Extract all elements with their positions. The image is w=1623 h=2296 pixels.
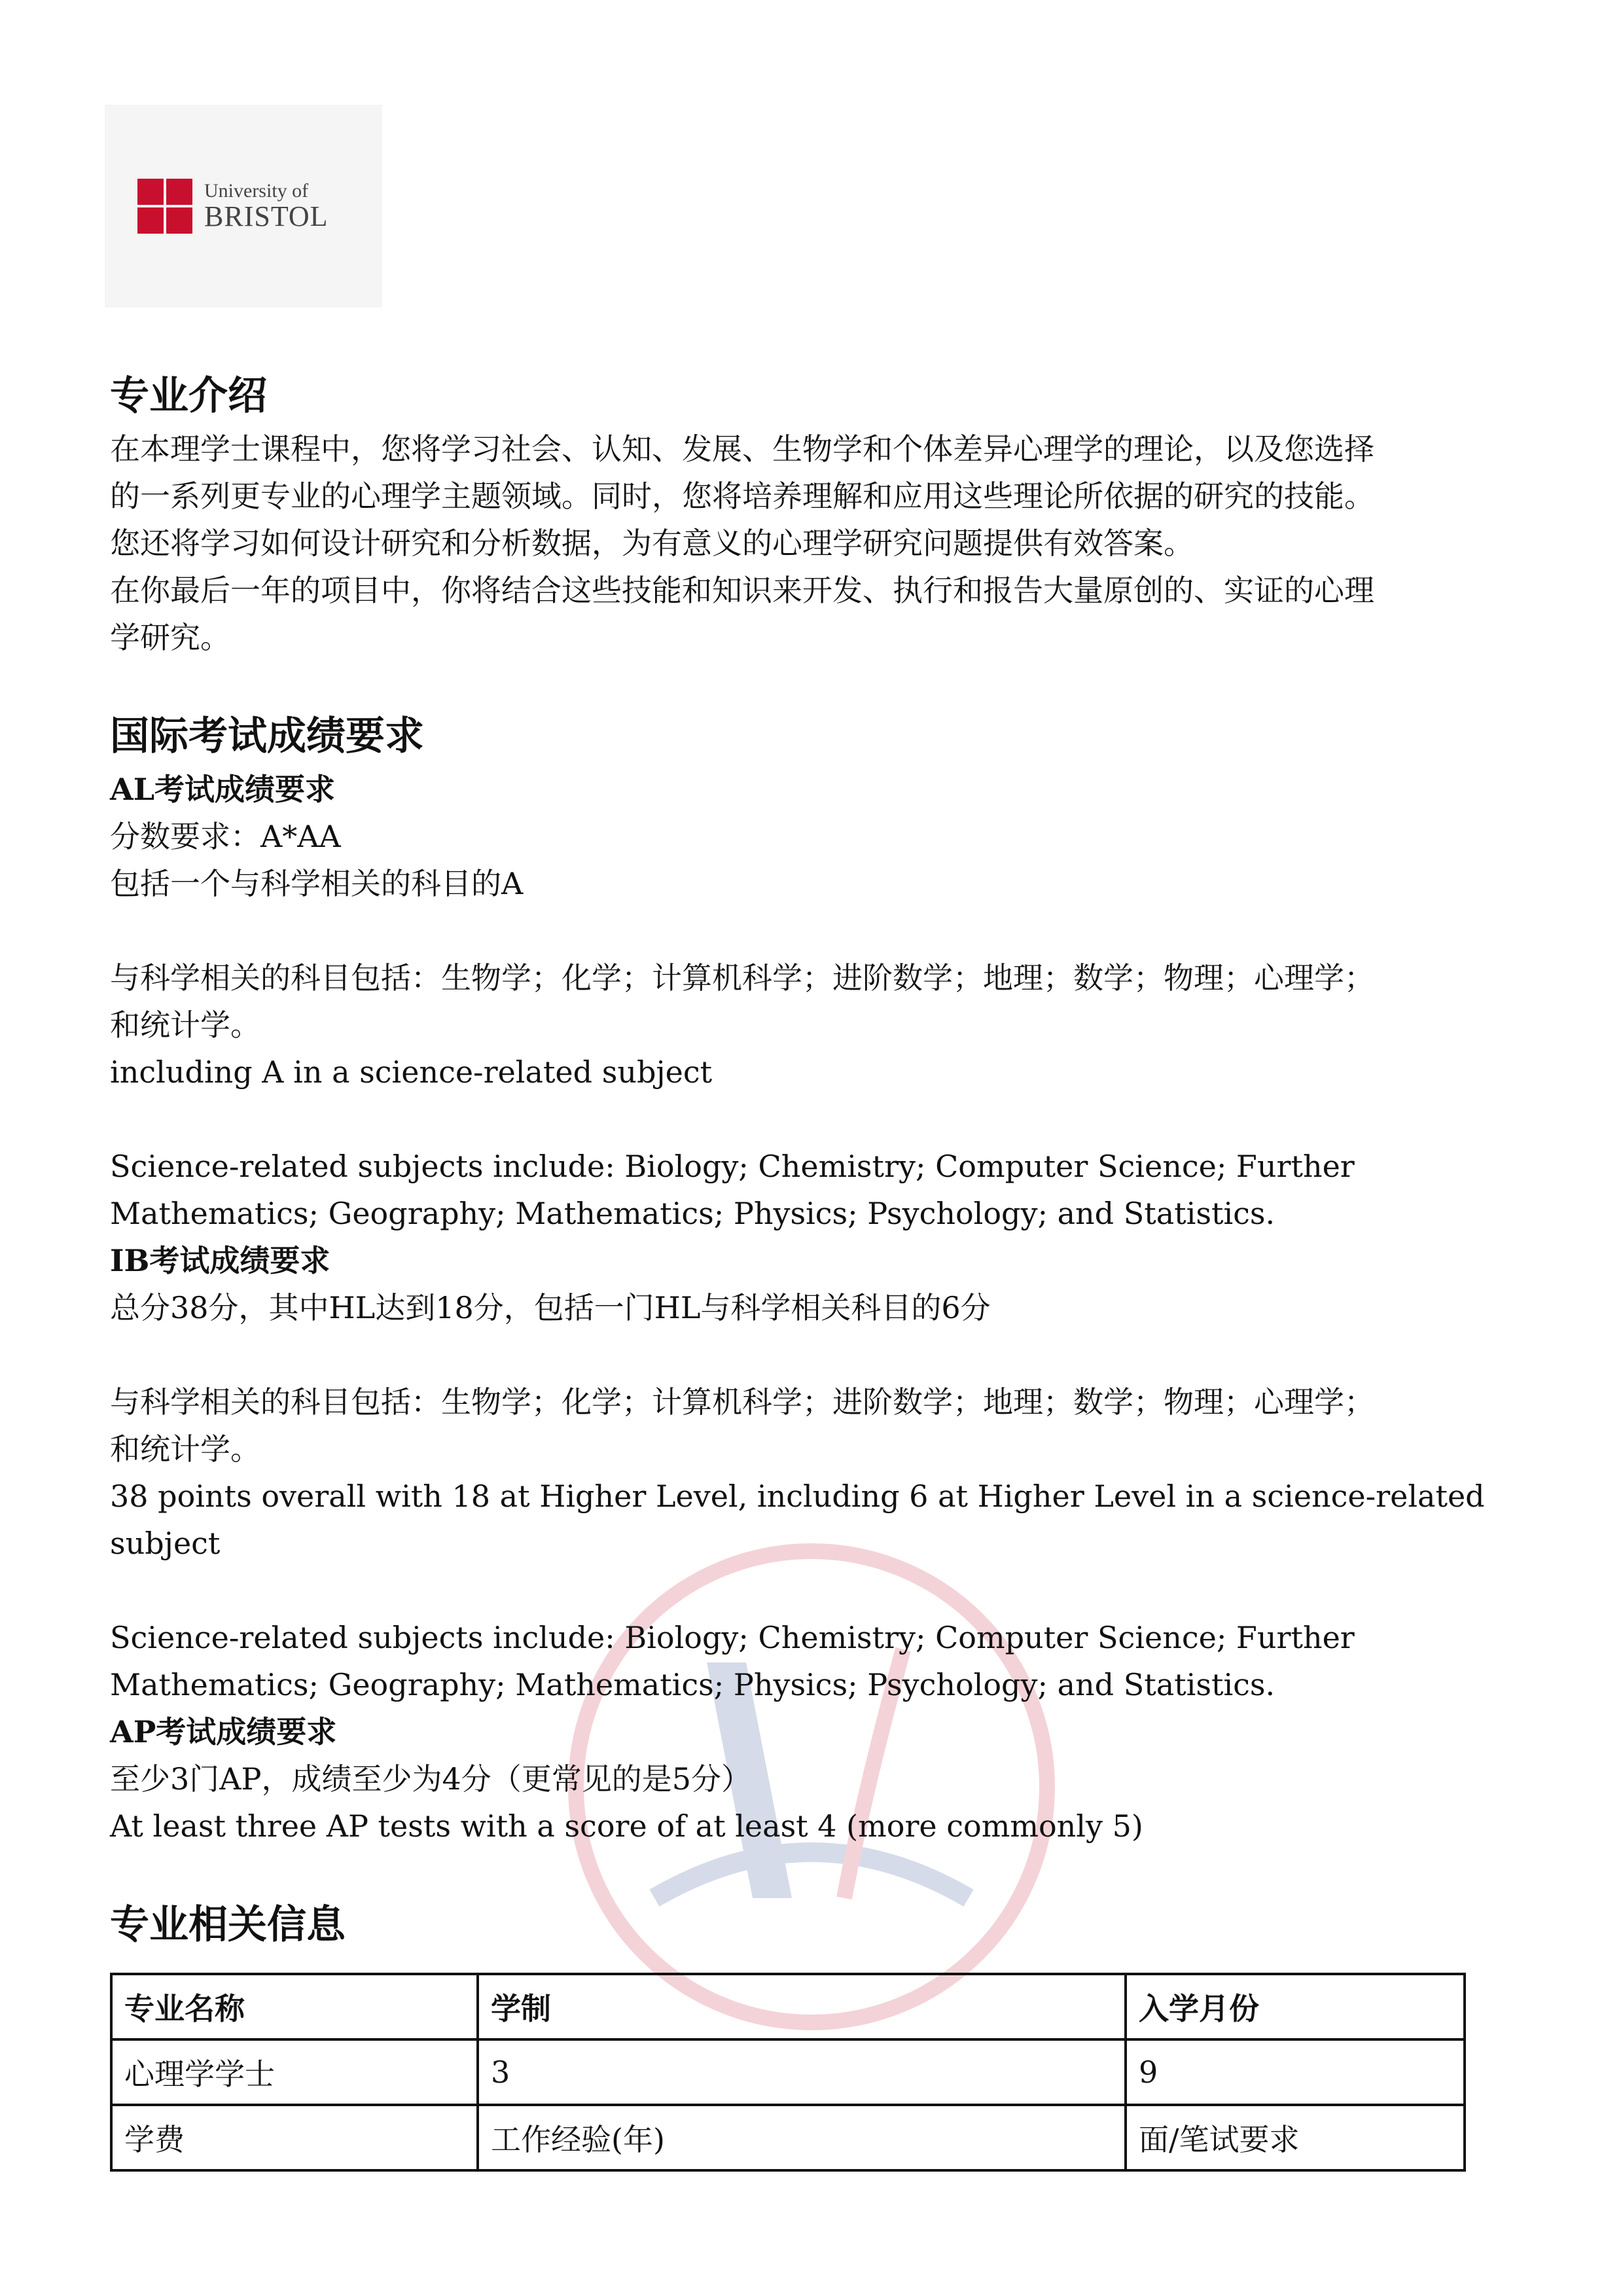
intro-line: 在你最后一年的项目中，你将结合这些技能和知识来开发、执行和报告大量原创的、实证的心理 [110,573,1374,608]
al-line: Science-related subjects include: Biology; Chemistry; Computer Science; Further [110,1149,1355,1184]
info-section [110,1895,1524,2172]
university-logo [105,105,382,308]
document-body [110,367,1524,2217]
info-heading: 专业相关信息 [110,1902,346,1948]
requirements-heading: 国际考试成绩要求 [110,713,424,759]
table-cell: 学费 [111,2105,478,2170]
al-line: Mathematics; Geography; Mathematics; Physics; Psychology; and Statistics. [110,1196,1275,1231]
intro-line: 的一系列更专业的心理学主题领域。同时，您将培养理解和应用这些理论所依据的研究的技能。 [110,478,1374,514]
logo-line2: BRISTOL [204,200,329,232]
ib-line: 总分38分，其中HL达到18分，包括一门HL与科学相关科目的6分 [110,1290,991,1325]
intro-line: 您还将学习如何设计研究和分析数据，为有意义的心理学研究问题提供有效答案。 [110,526,1194,561]
ib-line: 38 points overall with 18 at Higher Level, including 6 at Higher Level in a science-related [110,1479,1485,1514]
ib-title: IB考试成绩要求 [110,1243,330,1278]
ib-line: 与科学相关的科目包括：生物学；化学；计算机科学；进阶数学；地理；数学；物理；心理学； [110,1384,1374,1420]
intro-line: 学研究。 [110,620,230,655]
table-header-row [111,1974,1465,2039]
ib-line: 和统计学。 [110,1431,260,1467]
ap-line: At least three AP tests with a score of at least 4 (more commonly 5) [110,1808,1143,1844]
table-cell: 工作经验(年) [478,2105,1126,2170]
intro-heading: 专业介绍 [110,373,267,419]
table-cell: 3 [478,2039,1126,2105]
ap-title: AP考试成绩要求 [110,1714,337,1749]
intro-section [110,367,1524,661]
ib-line: Science-related subjects include: Biology; Chemistry; Computer Science; Further [110,1620,1355,1655]
al-line: 分数要求：A*AA [110,819,341,854]
logo-line1: University of [204,180,309,202]
table-cell: 心理学学士 [111,2039,478,2105]
table-cell: 专业名称 [111,1974,478,2039]
al-line: 与科学相关的科目包括：生物学；化学；计算机科学；进阶数学；地理；数学；物理；心理学； [110,960,1374,996]
crest-icon [137,179,192,234]
table-cell: 面/笔试要求 [1126,2105,1465,2170]
table-row [111,2039,1465,2105]
table-cell: 入学月份 [1126,1974,1465,2039]
table-cell: 9 [1126,2039,1465,2105]
ap-line: 至少3门AP，成绩至少为4分（更常见的是5分） [110,1761,751,1797]
intro-line: 在本理学士课程中，您将学习社会、认知、发展、生物学和个体差异心理学的理论，以及您选择 [110,431,1374,467]
info-table [110,1973,1466,2172]
requirements-section [110,707,1524,1850]
table-row [111,2105,1465,2170]
ib-line: subject [110,1526,221,1561]
al-line: 包括一个与科学相关的科目的A [110,866,524,901]
al-line: 和统计学。 [110,1007,260,1043]
al-line: including A in a science-related subject [110,1054,713,1090]
ib-line: Mathematics; Geography; Mathematics; Physics; Psychology; and Statistics. [110,1667,1275,1702]
table-cell: 学制 [478,1974,1126,2039]
al-title: AL考试成绩要求 [110,772,336,807]
